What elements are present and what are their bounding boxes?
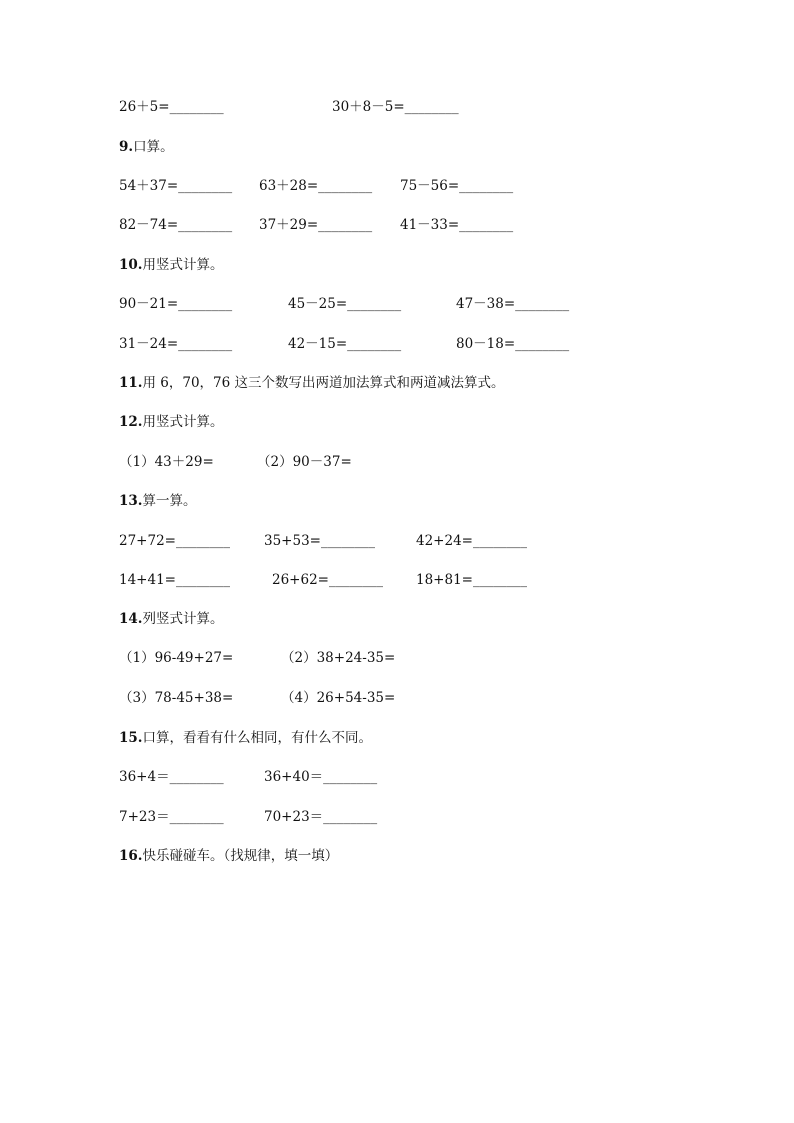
question-11-heading: [0, 372, 794, 394]
exercise-item: 63＋28=________: [259, 178, 373, 194]
question-number: 16.: [119, 848, 143, 864]
question-10-heading: [0, 254, 794, 276]
exercise-row: [0, 806, 794, 828]
exercise-item: 70+23＝________: [264, 809, 378, 825]
exercise-row: [0, 293, 794, 315]
exercise-item: 27+72=________: [119, 533, 230, 549]
exercise-item: 45－25=________: [288, 296, 402, 312]
exercise-row: [0, 96, 794, 118]
exercise-row: [0, 451, 794, 473]
exercise-item: 42－15=________: [288, 336, 402, 352]
question-title: 用 6，70，76 这三个数写出两道加法算式和两道减法算式。: [142, 375, 505, 391]
question-13-heading: [0, 490, 794, 512]
exercise-item: 80－18=________: [456, 336, 570, 352]
exercise-item: 37＋29=________: [259, 217, 373, 233]
question-number: 9.: [119, 139, 134, 155]
question-12-heading: [0, 411, 794, 433]
exercise-row: [0, 530, 794, 552]
exercise-item: 30＋8－5=________: [332, 99, 459, 115]
question-title: 用竖式计算。: [142, 257, 224, 273]
exercise-row: [0, 647, 794, 669]
exercise-item: 36+40＝________: [264, 769, 378, 785]
exercise-row: [0, 569, 794, 591]
exercise-item: 47－38=________: [456, 296, 570, 312]
question-title: 算一算。: [142, 493, 197, 509]
exercise-item: 90－21=________: [119, 296, 233, 312]
exercise-item: （4）26+54-35=: [281, 690, 396, 706]
exercise-item: 35+53=________: [264, 533, 375, 549]
exercise-item: 42+24=________: [416, 533, 527, 549]
question-16-heading: [0, 845, 794, 867]
exercise-item: （1）43＋29=: [119, 454, 214, 470]
exercise-item: 18+81=________: [416, 572, 527, 588]
exercise-item: （3）78-45+38=: [119, 690, 234, 706]
question-number: 15.: [119, 730, 143, 746]
exercise-item: （1）96-49+27=: [119, 650, 234, 666]
exercise-item: 75－56=________: [400, 178, 514, 194]
question-number: 11.: [119, 375, 143, 391]
exercise-item: 36+4＝________: [119, 769, 224, 785]
exercise-item: 41－33=________: [400, 217, 514, 233]
exercise-row: [0, 687, 794, 709]
exercise-item: 14+41=________: [119, 572, 230, 588]
exercise-item: （2）38+24-35=: [281, 650, 396, 666]
exercise-item: 7+23＝________: [119, 809, 224, 825]
exercise-item: 54＋37=________: [119, 178, 233, 194]
exercise-row: [0, 766, 794, 788]
question-number: 13.: [119, 493, 143, 509]
question-number: 10.: [119, 257, 143, 273]
question-title: 快乐碰碰车。（找规律，填一填）: [142, 848, 339, 864]
question-title: 口算。: [133, 139, 174, 155]
exercise-item: 26＋5=________: [119, 99, 224, 115]
question-number: 14.: [119, 611, 143, 627]
exercise-item: 82－74=________: [119, 217, 233, 233]
question-9-heading: [0, 136, 794, 158]
exercise-row: [0, 175, 794, 197]
question-title: 列竖式计算。: [142, 611, 224, 627]
exercise-item: （2）90－37=: [257, 454, 352, 470]
question-title: 用竖式计算。: [142, 414, 224, 430]
exercise-row: [0, 333, 794, 355]
exercise-row: [0, 214, 794, 236]
question-number: 12.: [119, 414, 143, 430]
question-title: 口算，看看有什么相同，有什么不同。: [142, 730, 372, 746]
exercise-item: 31－24=________: [119, 336, 233, 352]
question-14-heading: [0, 608, 794, 630]
exercise-item: 26+62=________: [272, 572, 383, 588]
question-15-heading: [0, 727, 794, 749]
